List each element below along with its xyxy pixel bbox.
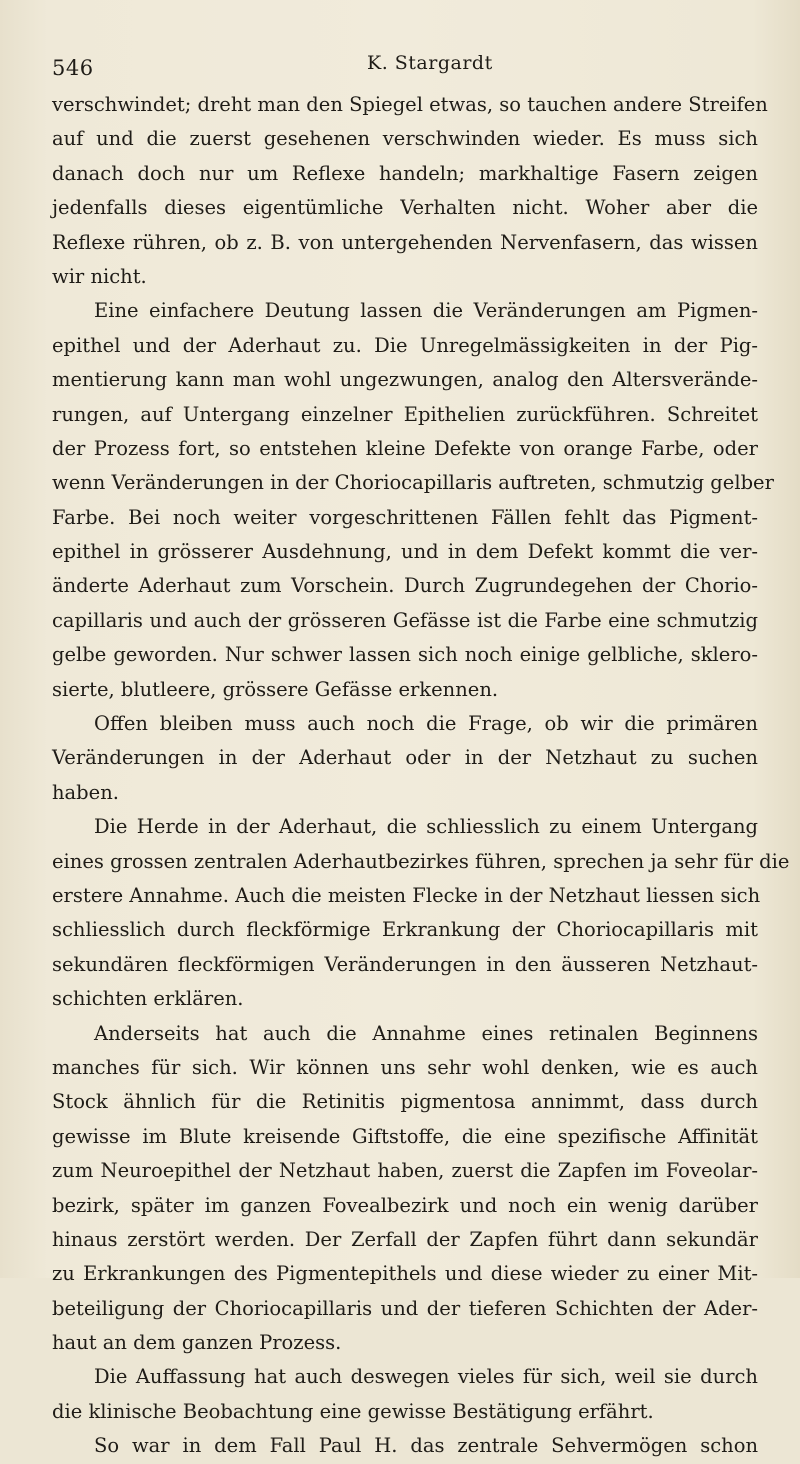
text-line: Die Herde in der Aderhaut, die schliesslich zu einem Untergang [94, 815, 758, 839]
text-line: auf und die zuerst gesehenen verschwinden wieder. Es muss sich [52, 127, 758, 151]
text-line: sierte, blutleere, grössere Gefässe erkennen. [52, 677, 499, 701]
text-line: jedenfalls dieses eigentümliche Verhalten nicht. Woher aber die [52, 196, 758, 220]
text-line: zu Erkrankungen des Pigmentepithels und diese wieder zu einer Mit- [52, 1262, 758, 1286]
text-line: gelbe geworden. Nur schwer lassen sich noch einige gelbliche, sklero- [52, 643, 758, 667]
page-number: 546 [52, 56, 94, 80]
text-line: zum Neuroepithel der Netzhaut haben, zuerst die Zapfen im Foveolar- [52, 1159, 758, 1183]
text-line: hinaus zerstört werden. Der Zerfall der Zapfen führt dann sekundär [52, 1227, 758, 1251]
text-line: eines grossen zentralen Aderhautbezirkes führen, sprechen ja sehr für die [52, 849, 790, 873]
text-line: epithel in grösserer Ausdehnung, und in dem Defekt kommt die ver- [52, 540, 758, 564]
body-text [52, 88, 790, 1464]
text-line: verschwindet; dreht man den Spiegel etwas, so tauchen andere Streifen [52, 93, 768, 116]
text-line: epithel und der Aderhaut zu. Die Unregelmässigkeiten in der Pig- [52, 333, 758, 357]
text-line: Offen bleiben muss auch noch die Frage, ob wir die primären [94, 712, 758, 736]
text-line: Stock ähnlich für die Retinitis pigmentosa annimmt, dass durch [52, 1090, 758, 1114]
text-line: bezirk, später im ganzen Fovealbezirk und noch ein wenig darüber [52, 1193, 758, 1217]
text-line: erstere Annahme. Auch die meisten Flecke in der Netzhaut liessen sich [52, 883, 761, 907]
text-line: beteiligung der Choriocapillaris und der tieferen Schichten der Ader- [52, 1296, 758, 1320]
text-line: schichten erklären. [52, 987, 244, 1011]
text-line: mentierung kann man wohl ungezwungen, analog den Altersverände- [52, 368, 758, 392]
text-line: manches für sich. Wir können uns sehr wohl denken, wie es auch [52, 1055, 758, 1079]
text-line: änderte Aderhaut zum Vorschein. Durch Zugrundegehen der Chorio- [52, 574, 758, 598]
text-line: haben. [52, 780, 119, 804]
text-line: Veränderungen in der Aderhaut oder in der Netzhaut zu suchen [52, 746, 758, 770]
text-line: danach doch nur um Reflexe handeln; markhaltige Fasern zeigen [52, 161, 758, 185]
text-line: sekundären fleckförmigen Veränderungen in den äusseren Netzhaut- [52, 952, 758, 976]
text-line: Farbe. Bei noch weiter vorgeschrittenen Fällen fehlt das Pigment- [52, 505, 758, 529]
text-line: Eine einfachere Deutung lassen die Veränderungen am Pigmen- [94, 299, 758, 323]
text-line: So war in dem Fall Paul H. das zentrale Sehvermögen schon [94, 1434, 758, 1458]
text-line: Die Auffassung hat auch deswegen vieles für sich, weil sie durch [94, 1365, 758, 1389]
text-line: der Prozess fort, so entstehen kleine Defekte von orange Farbe, oder [52, 436, 758, 460]
text-line: schliesslich durch fleckförmige Erkrankung der Choriocapillaris mit [52, 918, 758, 942]
text-line: capillaris und auch der grösseren Gefässe ist die Farbe eine schmutzig [52, 608, 758, 632]
text-line: wir nicht. [52, 264, 147, 288]
text-line: gewisse im Blute kreisende Giftstoffe, die eine spezifische Affinität [52, 1124, 758, 1148]
page-header [52, 50, 752, 84]
text-line: wenn Veränderungen in der Choriocapillaris auftreten, schmutzig gelber [52, 471, 774, 495]
text-line: haut an dem ganzen Prozess. [52, 1331, 342, 1355]
text-line: rungen, auf Untergang einzelner Epithelien zurückführen. Schreitet [52, 402, 758, 426]
text-line: die klinische Beobachtung eine gewisse Bestätigung erfährt. [52, 1399, 654, 1423]
text-line: Anderseits hat auch die Annahme eines retinalen Beginnens [94, 1021, 758, 1045]
running-head: K. Stargardt [367, 52, 493, 74]
text-line: Reflexe rühren, ob z. B. von untergehenden Nervenfasern, das wissen [52, 230, 758, 254]
